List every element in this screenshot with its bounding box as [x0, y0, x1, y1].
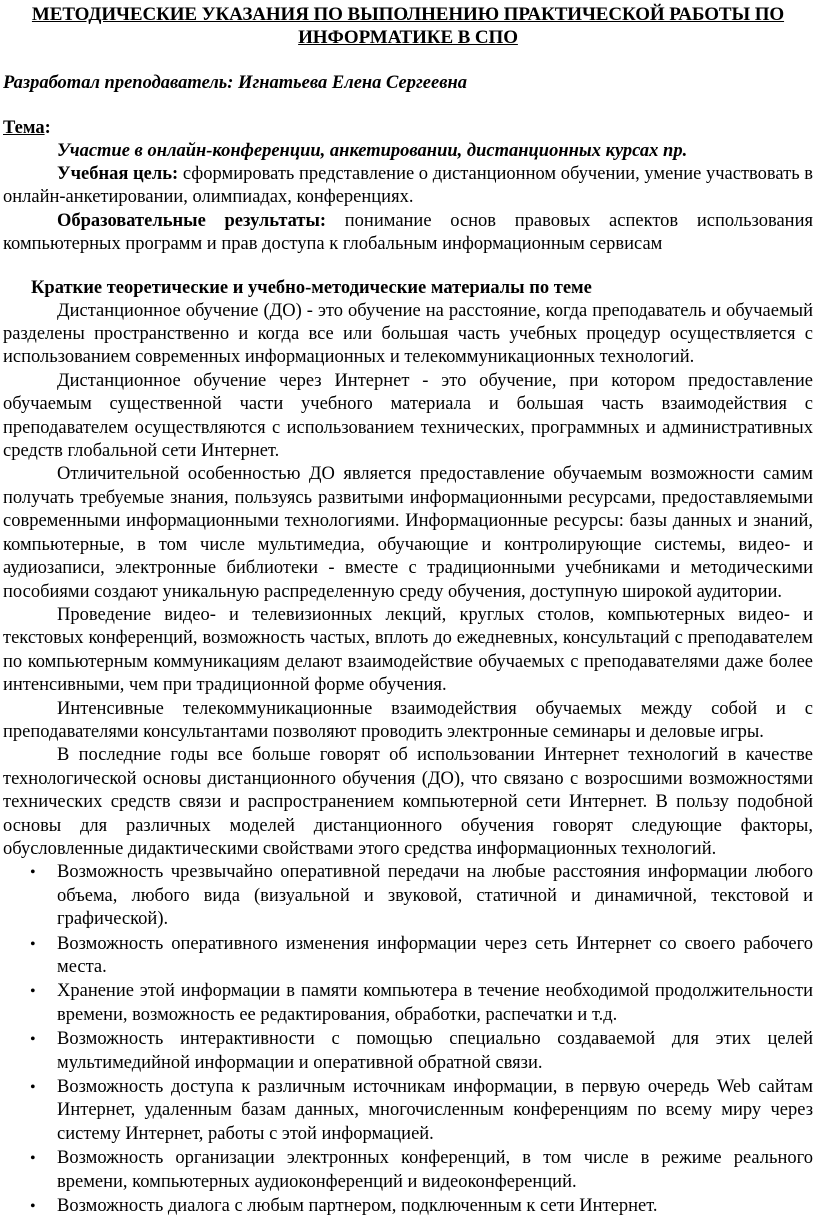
list-item: [3, 1195, 813, 1218]
body-paragraph: Интенсивные телекоммуникационные взаимодействия обучаемых между собой и с преподавателями консультантами позволяют проводить электронные семинары и деловые игры.: [3, 698, 813, 742]
goal-paragraph: [3, 163, 813, 210]
list-item-text: Хранение этой информации в памяти компьютера в течение необходимой продолжительности времени, возможность ее редактирования, обработки, распечатки и т.д.: [57, 981, 813, 1025]
bullet-icon: •: [30, 1031, 36, 1049]
section-heading: Краткие теоретические и учебно-методические материалы по теме: [31, 277, 592, 298]
list-item: [3, 933, 813, 980]
topic-text: Участие в онлайн-конференции, анкетировании, дистанционных курсах пр.: [57, 141, 688, 161]
topic-label-text: Тема: [3, 118, 45, 138]
topic-label: [3, 117, 813, 140]
body-paragraph: Проведение видео- и телевизионных лекций, круглых столов, компьютерных видео- и текстовых конференций, возможность частых, вплоть до ежедневных, консультаций с преподавателем по компьютерным коммуникациям делают взаимодействие обучаемых с преподавателями даже более интенсивными, чем при традиционной форме обучения.: [3, 604, 813, 696]
results-paragraph: [3, 210, 813, 257]
bullet-icon: •: [30, 864, 36, 882]
goal-text: сформировать представление о дистанционном обучении, умение участвовать в онлайн-анкетировании, олимпиадах, конференциях.: [3, 164, 813, 208]
body-paragraph: В последние годы все больше говорят об использовании Интернет технологий в качестве технологической основы дистанционного обучения (ДО), что связано с возросшими возможностями технических средств связи и распространением компьютерной сети Интернет. В пользу подобной основы для различных моделей дистанционного обучения говорят следующие факторы, обусловленные дидактическими свойствами этого средства информационных технологий.: [3, 745, 813, 859]
list-item: [3, 1147, 813, 1194]
list-item-text: Возможность оперативного изменения информации через сеть Интернет со своего рабочего места.: [57, 933, 813, 977]
goal-label: Учебная цель:: [57, 164, 179, 184]
list-item-text: Возможность чрезвычайно оперативной передачи на любые расстояния информации любого объема, любого вида (визуальной и звуковой, статичной и динамичной, текстовой и графической).: [57, 862, 813, 930]
list-item: [3, 1028, 813, 1075]
list-item: [3, 980, 813, 1027]
results-label: Образовательные результаты:: [57, 210, 327, 231]
list-item-text: Возможность интерактивности с помощью специально создаваемой для этих целей мультимедийной информации и оперативной обратной связи.: [57, 1029, 813, 1073]
bullet-icon: •: [30, 1150, 36, 1168]
list-item: [3, 861, 813, 931]
bullet-icon: •: [30, 1198, 36, 1216]
list-item-text: Возможность диалога с любым партнером, подключенным к сети Интернет.: [57, 1196, 658, 1217]
results-text: понимание основ правовых аспектов использования компьютерных программ и прав доступа к глобальным информационным сервисам: [3, 210, 813, 255]
document-title: МЕТОДИЧЕСКИЕ УКАЗАНИЯ ПО ВЫПОЛНЕНИЮ ПРАКТИЧЕСКОЙ РАБОТЫ ПО ИНФОРМАТИКЕ В СПО: [31, 4, 785, 48]
topic-label-colon: :: [44, 118, 51, 138]
bullet-icon: •: [30, 935, 36, 953]
body-paragraph: Отличительной особенностью ДО является предоставление обучаемым возможности самим получать требуемые знания, пользуясь развитыми информационными ресурсами, предоставляемыми современными информационными технологиями. Информационные ресурсы: базы данных и знаний, компьютерные, в том числе мультимедиа, обучающие и контролирующие системы, видео- и аудиозаписи, электронные библиотеки - вместе с традиционными учебниками и методическими пособиями создают уникальную распределенную среду обучения, доступную широкой аудитории.: [3, 464, 813, 602]
factors-list: [3, 861, 813, 1218]
list-item: [3, 1076, 813, 1146]
body-paragraph: Дистанционное обучение (ДО) - это обучение на расстояние, когда преподаватель и обучаемый разделены пространственно и когда все или большая часть учебных процедур осуществляется с использованием современных информационных и телекоммуникационных технологий.: [3, 300, 813, 368]
list-item-text: Возможность доступа к различным источникам информации, в первую очередь Web сайтам Интернет, удаленным базам данных, многочисленным конференциям по всему миру через систему Интернет, работы с этой информацией.: [57, 1077, 813, 1144]
author-line: Разработал преподаватель: Игнатьева Елена Сергеевна: [3, 73, 468, 93]
bullet-icon: •: [30, 983, 36, 1001]
bullet-icon: •: [30, 1079, 36, 1097]
body-paragraph: Дистанционное обучение через Интернет - это обучение, при котором предоставление обучаемым существенной части учебного материала и большая часть взаимодействия с преподавателем осуществляются с использованием технических, программных и административных средств глобальной сети Интернет.: [3, 370, 813, 462]
list-item-text: Возможность организации электронных конференций, в том числе в режиме реального времени, компьютерных аудиоконференций и видеоконференций.: [57, 1148, 813, 1192]
